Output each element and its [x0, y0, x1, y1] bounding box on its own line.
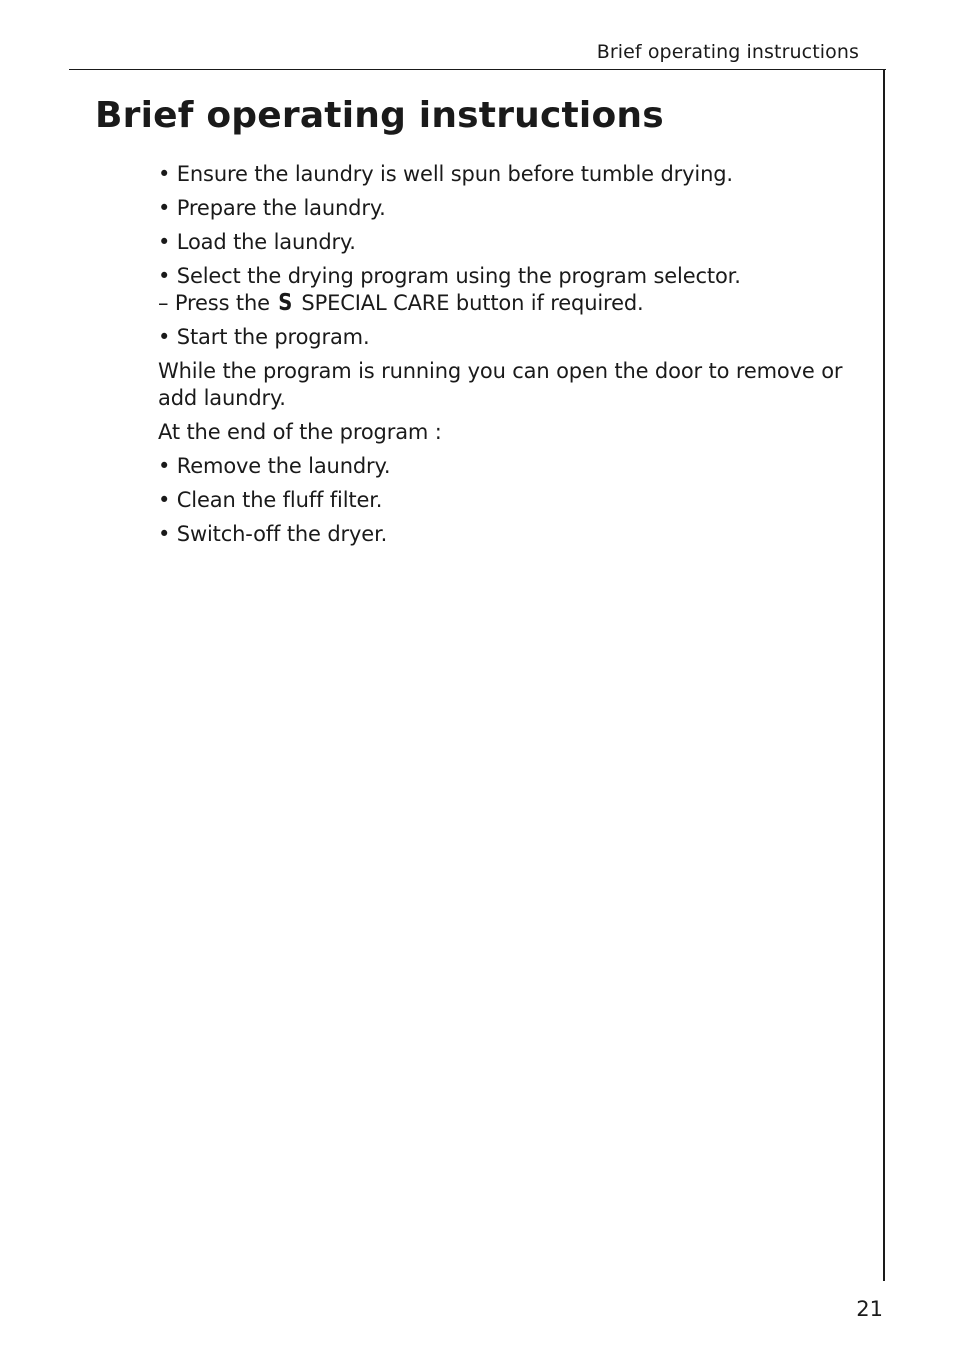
header-rule	[69, 69, 886, 70]
instructions-body	[158, 161, 868, 555]
running-header: Brief operating instructions	[596, 41, 859, 63]
sub-step-prefix: – Press the	[158, 291, 277, 315]
step-prepare: • Prepare the laundry.	[158, 196, 386, 220]
step-select-program	[158, 263, 868, 317]
sub-step-suffix: SPECIAL CARE button if required.	[294, 291, 644, 315]
step-select-program-text: • Select the drying program using the program selector.	[158, 264, 741, 288]
end-heading: At the end of the program :	[158, 420, 442, 444]
margin-rule	[883, 69, 885, 1281]
end-step-remove: • Remove the laundry.	[158, 454, 391, 478]
step-spin: • Ensure the laundry is well spun before tumble drying.	[158, 162, 733, 186]
end-step-switch-off: • Switch-off the dryer.	[158, 522, 388, 546]
page-number: 21	[856, 1297, 883, 1321]
running-note: While the program is running you can open the door to remove or add laundry.	[158, 359, 843, 410]
step-start: • Start the program.	[158, 325, 370, 349]
step-load: • Load the laundry.	[158, 230, 356, 254]
special-care-icon: S	[278, 290, 293, 316]
page-title: Brief operating instructions	[95, 95, 664, 136]
end-step-clean: • Clean the fluff filter.	[158, 488, 383, 512]
